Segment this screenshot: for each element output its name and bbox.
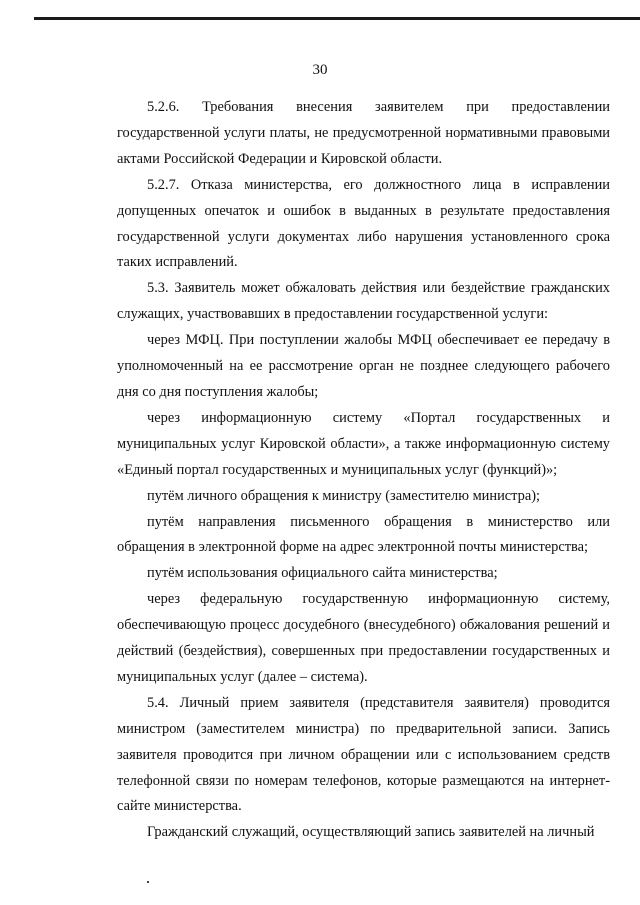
scan-speck <box>147 881 149 883</box>
paragraph-5-4: 5.4. Личный прием заявителя (представителя заявителя) проводится министром (заместителем министра) по предварительной записи. Запись заявителя проводится при личном обращении или с использованием средств телефонной связи по номерам телефонов, которые размещаются на интернет-сайте министерства. <box>117 694 610 815</box>
page-number: 30 <box>312 62 328 78</box>
paragraph-5-2-7: 5.2.7. Отказа министерства, его должностного лица в исправлении допущенных опечаток и ошибок в выданных в результате предоставления государственной услуги документах либо нарушения установленного срока таких исправлений. <box>117 176 610 271</box>
list-item-personal: путём личного обращения к министру (заместителю министра); <box>147 487 541 504</box>
list-item-federal-system: через федеральную государственную информационную систему, обеспечивающую процесс досудебного (внесудебного) обжалования решений и действий (бездействия), совершенных при предоставлении государственных и муниципальных услуг (далее – система). <box>117 591 610 685</box>
top-rule <box>34 17 640 20</box>
paragraph-5-2-6: 5.2.6. Требования внесения заявителем при предоставлении государственной услуги платы, не предусмотренной нормативными правовыми актами Российской Федерации и Кировской области. <box>117 99 610 167</box>
paragraph-5-3: 5.3. Заявитель может обжаловать действия или бездействие гражданских служащих, участвовавших в предоставлении государственной услуги: <box>117 280 610 323</box>
list-item-website: путём использования официального сайта министерства; <box>147 565 498 582</box>
list-item-written: путём направления письменного обращения в министерство или обращения в электронной форме на адрес электронной почты министерства; <box>117 513 610 556</box>
paragraph-continued: Гражданский служащий, осуществляющий запись заявителей на личный <box>147 824 595 841</box>
list-item-mfc: через МФЦ. При поступлении жалобы МФЦ обеспечивает ее передачу в уполномоченный на ее рассмотрение орган не позднее следующего рабочего дня со дня поступления жалобы; <box>117 332 610 400</box>
list-item-portal: через информационную систему «Портал государственных и муниципальных услуг Кировской области», а также информационную систему «Единый портал государственных и муниципальных услуг (функций)»; <box>117 409 610 478</box>
document-body <box>117 95 610 846</box>
